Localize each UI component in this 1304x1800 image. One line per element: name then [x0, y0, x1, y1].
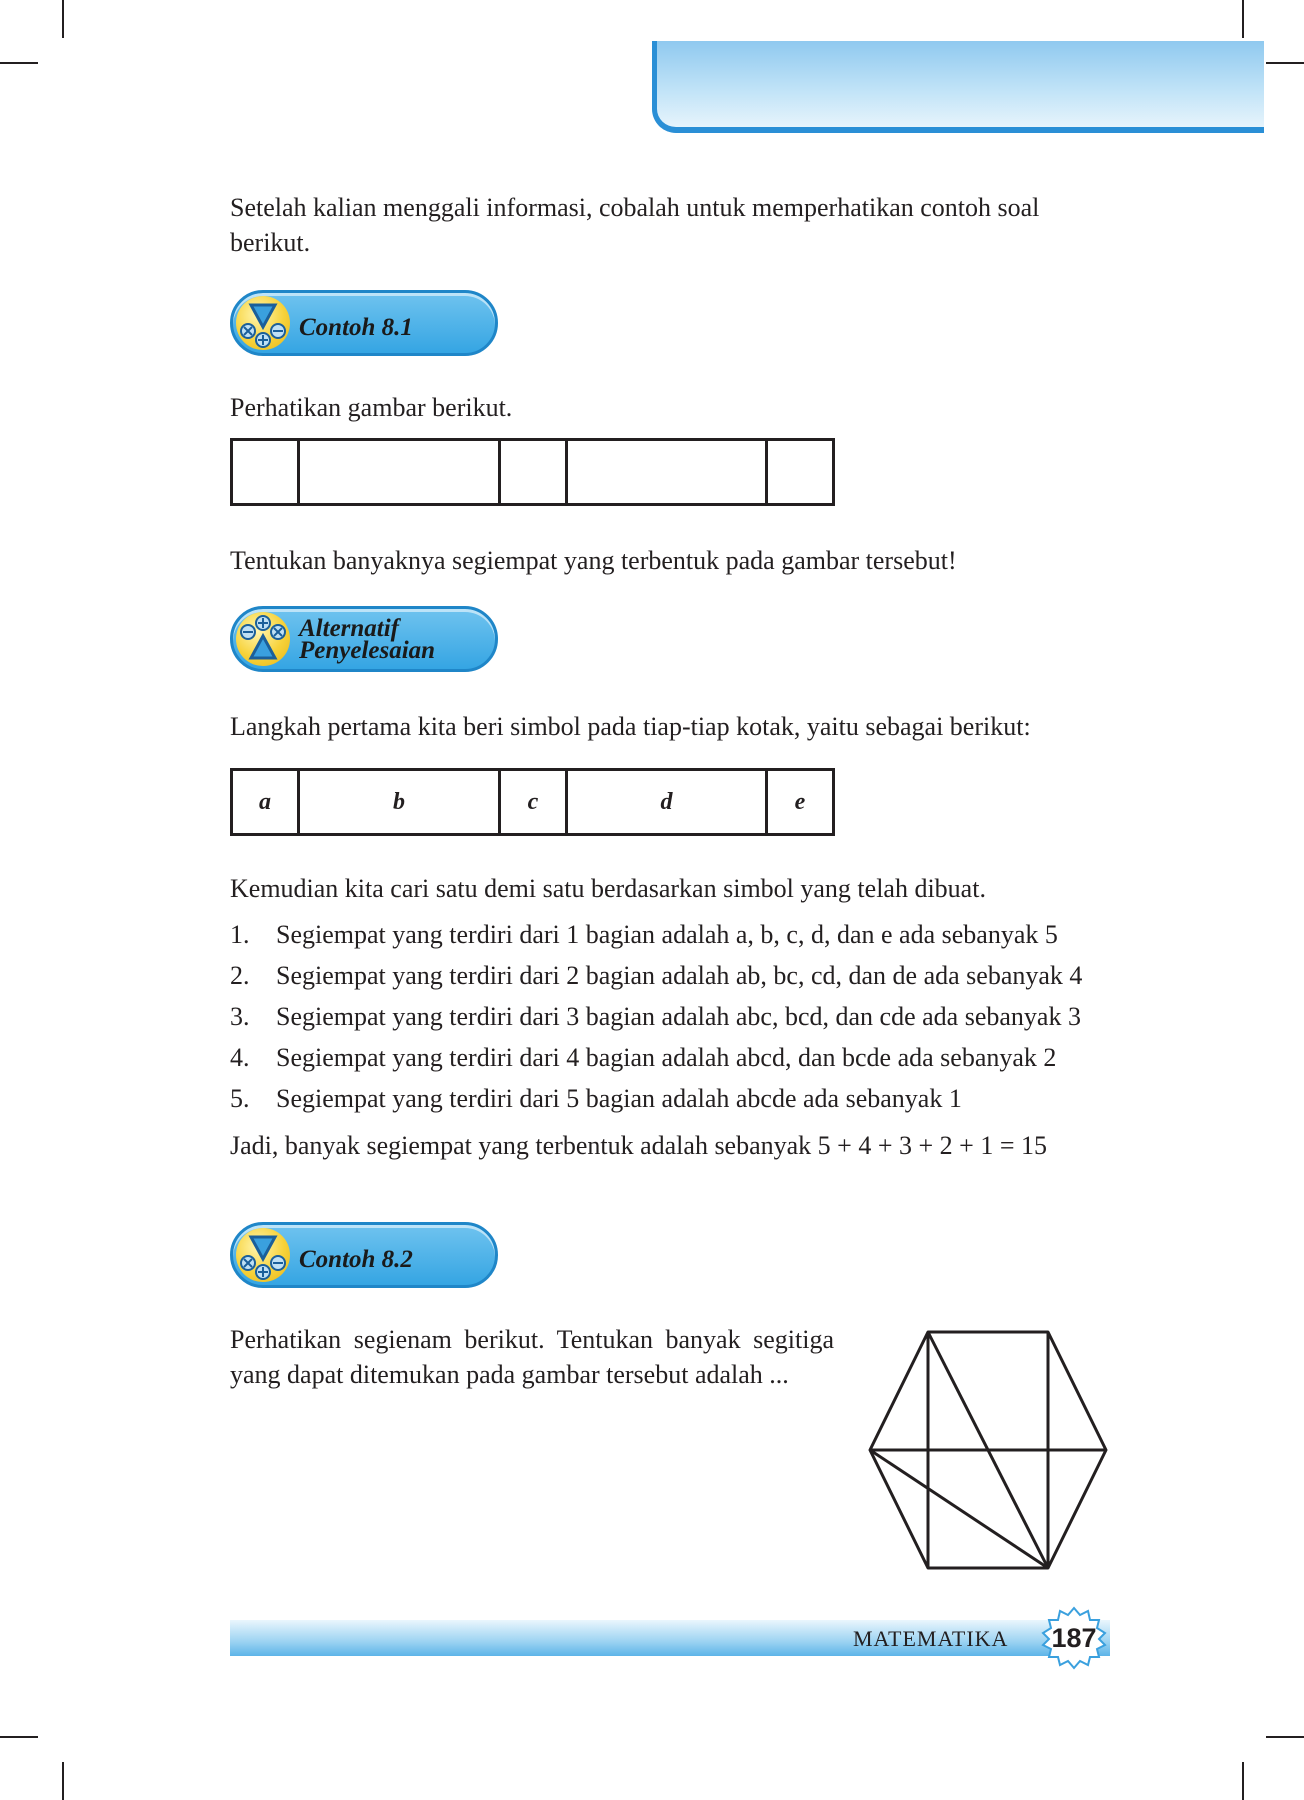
boxes-figure — [230, 438, 835, 506]
operations-icon — [236, 1228, 290, 1282]
solution-badge — [230, 606, 498, 672]
solution-badge-line-2: Penyelesaian — [299, 637, 436, 664]
list-item: 3. Segiempat yang terdiri dari 3 bagian adalah abc, bcd, dan cde ada sebanyak 3 — [230, 1002, 1081, 1031]
example-1-question: Tentukan banyaknya segiempat yang terbentuk pada gambar tersebut! — [230, 546, 957, 575]
crop-mark — [0, 1736, 38, 1738]
list-item: 2. Segiempat yang terdiri dari 2 bagian adalah ab, bc, cd, dan de ada sebanyak 4 — [230, 961, 1083, 990]
footer-subject: MATEMATIKA — [853, 1626, 1009, 1651]
page-number-badge — [1040, 1606, 1108, 1670]
operations-icon — [236, 296, 290, 350]
example-1-badge — [230, 290, 498, 356]
box-cell — [233, 441, 300, 503]
example-2-text: Perhatikan segienam berikut. Tentukan banyak segitiga yang dapat ditemukan pada gambar tersebut adalah ... — [230, 1325, 834, 1389]
labeled-boxes-figure — [230, 768, 835, 836]
hexagon-figure — [868, 1330, 1110, 1574]
box-label-b: b — [300, 771, 501, 833]
crop-mark — [1266, 1736, 1304, 1738]
box-label-d: d — [568, 771, 768, 833]
solution-step-1: Langkah pertama kita beri simbol pada tiap-tiap kotak, yaitu sebagai berikut: — [230, 712, 1031, 741]
hexagon-cross-line — [870, 1450, 1048, 1568]
solution-icon — [236, 612, 290, 666]
solution-list — [230, 917, 1110, 1122]
solution-step-2: Kemudian kita cari satu demi satu berdasarkan simbol yang telah dibuat. — [230, 874, 986, 903]
intro-paragraph: Setelah kalian menggali informasi, cobalah untuk memperhatikan contoh soal berikut. — [230, 193, 1040, 257]
box-cell — [568, 441, 768, 503]
example-2-badge — [230, 1222, 498, 1288]
list-item: 4. Segiempat yang terdiri dari 4 bagian adalah abcd, dan bcde ada sebanyak 2 — [230, 1043, 1057, 1072]
box-label-c: c — [501, 771, 568, 833]
list-item: 1. Segiempat yang terdiri dari 1 bagian adalah a, b, c, d, dan e ada sebanyak 5 — [230, 920, 1058, 949]
page-number: 187 — [1051, 1623, 1097, 1653]
crop-mark — [1242, 1762, 1244, 1800]
solution-conclusion: Jadi, banyak segiempat yang terbentuk adalah sebanyak 5 + 4 + 3 + 2 + 1 = 15 — [230, 1131, 1047, 1160]
list-item: 5. Segiempat yang terdiri dari 5 bagian adalah abcde ada sebanyak 1 — [230, 1084, 962, 1113]
example-1-badge-label: Contoh 8.1 — [299, 314, 413, 341]
box-label-e: e — [768, 771, 835, 833]
box-cell — [300, 441, 501, 503]
box-cell — [501, 441, 568, 503]
header-band — [652, 41, 1264, 133]
box-label-a: a — [233, 771, 300, 833]
example-2-badge-label: Contoh 8.2 — [299, 1246, 413, 1273]
box-cell — [768, 441, 835, 503]
crop-mark — [62, 0, 64, 38]
example-1-prompt: Perhatikan gambar berikut. — [230, 393, 513, 422]
crop-mark — [0, 62, 38, 64]
solution-badge-line-1: Alternatif — [299, 615, 400, 642]
crop-mark — [1242, 0, 1244, 38]
crop-mark — [62, 1762, 64, 1800]
crop-mark — [1266, 62, 1304, 64]
